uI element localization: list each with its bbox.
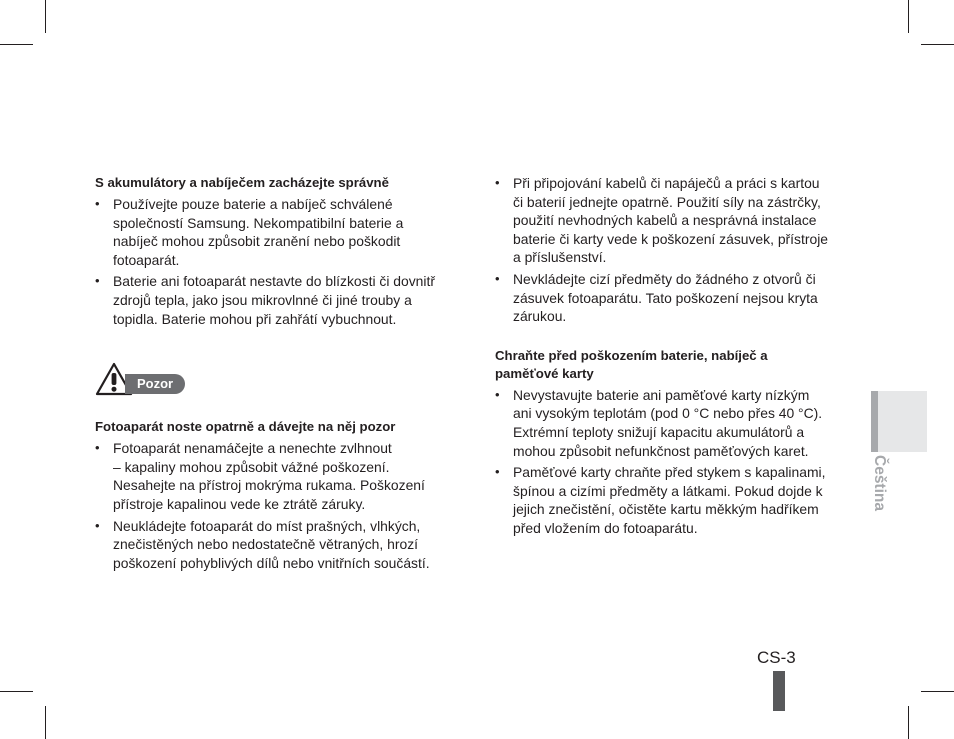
crop-mark [908, 706, 909, 739]
crop-mark [45, 706, 46, 739]
left-column [95, 174, 457, 575]
page-number-bar [773, 671, 785, 711]
right-column [495, 174, 851, 541]
language-label: Čeština [871, 455, 888, 511]
crop-mark [921, 691, 954, 692]
cables-bullet-list [495, 174, 851, 326]
list-item: • Paměťové karty chraňte před stykem s kapalinami, špínou a cizími předměty a látkami. Pokud dojde k jejich znečistění, očistěte kartu měkkým hadříkem před vložením do fotoaparátu. [495, 463, 851, 537]
crop-mark [921, 44, 954, 45]
list-item: • Baterie ani fotoaparát nestavte do blízkosti či dovnitř zdrojů tepla, jako jsou mikrovlnné či jiné trouby a topidla. Baterie mohou při zahřátí vybuchnout. [95, 272, 457, 328]
battery-section-heading: S akumulátory a nabíječem zacházejte správně [95, 175, 389, 190]
crop-mark [45, 0, 46, 33]
list-item: • Při připojování kabelů či napáječů a práci s kartou či baterií jednejte opatrně. Použití síly na zástrčky, použití nevhodných kabelů a nesprávná instalace baterie či karty vede k poškození zásuvek, přístroje a příslušenství. [495, 174, 851, 267]
caution-label: Pozor [125, 374, 185, 394]
list-item: • Používejte pouze baterie a nabíječ schválené společností Samsung. Nekompatibilní baterie a nabíječ mohou způsobit zranění nebo poškodit fotoaparát. [95, 195, 457, 269]
camera-section-heading: Fotoaparát noste opatrně a dávejte na něj pozor [95, 419, 396, 435]
list-item: • Nevkládejte cizí předměty do žádného z otvorů či zásuvek fotoaparátu. Tato poškození nejsou kryta zárukou. [495, 270, 851, 326]
crop-mark [0, 691, 33, 692]
list-item: • Fotoaparát nenamáčejte a nenechte zvlhnout – kapaliny mohou způsobit vážné poškození. Nesahejte na přístroj mokrýma rukama. Poškození přístroje kapalinou vede ke ztrátě záruky. [95, 439, 457, 513]
protect-bullet-list [495, 386, 851, 538]
protect-section-heading: Chraňte před poškozením baterie, nabíječ a paměťové karty [495, 347, 768, 381]
language-tab-bar [871, 391, 878, 452]
caution-banner [95, 354, 457, 400]
crop-mark [0, 44, 33, 45]
battery-bullet-list [95, 195, 457, 328]
list-item: • Neukládejte fotoaparát do míst prašných, vlhkých, znečistěných nebo nedostatečně větraných, hrozí poškození pohyblivých dílů nebo vnitřních součástí. [95, 517, 457, 573]
list-item: • Nevystavujte baterie ani paměťové karty nízkým ani vysokým teplotám (pod 0 °C nebo přes 40 °C). Extrémní teploty snižují kapacitu akumulátorů a mohou způsobit nefunkčnost paměťových karet. [495, 386, 851, 460]
crop-mark [908, 0, 909, 33]
camera-bullet-list [95, 439, 457, 572]
page-number: CS-3 [757, 648, 796, 667]
language-tab [871, 391, 927, 452]
